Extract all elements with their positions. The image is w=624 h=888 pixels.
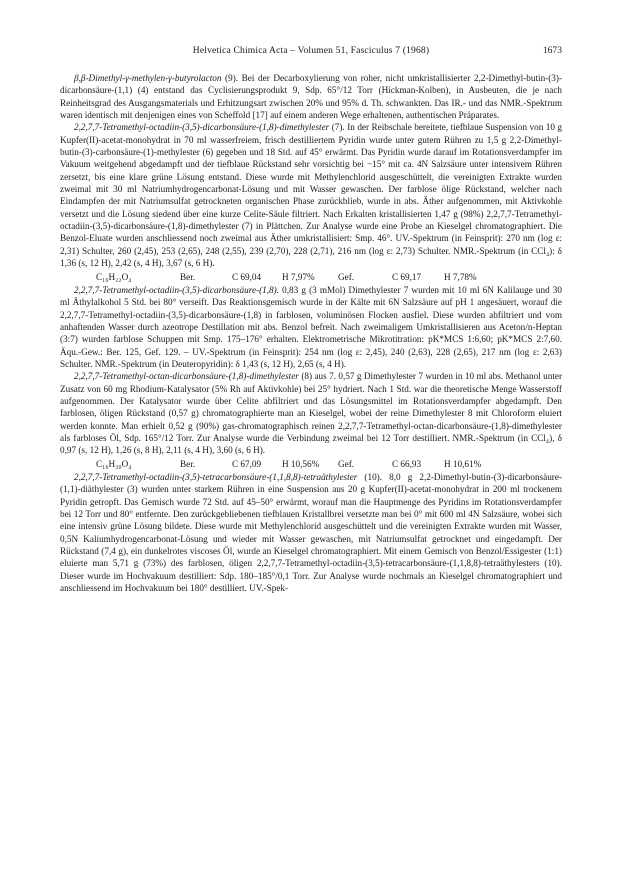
paragraph-text: 0,83 g (3 mMol) Dimethylester 7 wurden mit 10 ml 6N Kalilauge und 30 ml Äthylalkohol 5 Std. bei 80° verseift. Das Reaktionsgemisch wurde in der Kälte mit 6N Salzsäure auf pH 1 angesäuert, worauf die 2,2,7,7-Tetramethyl-octadiin-(3,5)-dicarbonsäure-(1,8) in farblosen, voluminösen Flocken ausfiel. Diese wurden abfiltriert und vom anhaftenden Wasser durch azeotrope Destillation mit abs. Benzol befreit. Nach zweimaligem Umkristallisieren aus Aceton/n-Heptan (3:7) wurden farblose Schuppen mit Smp. 175–176° erhalten. Elektrometrische Mikrotitration: pK*MCS 1:6,60; pK*MCS 2:7,60. Äqu.-Gew.: Ber. 125, Gef. 129. – UV.-Spektrum (in Feinsprit): 254 nm (log ε: 2,45), 240 (2,63), 228 (2,65), 217 nm (log ε: 2,63) Schulter. NMR.-Spektrum (in Deuteropyridin): δ 1,43 (s, 12 H), 2,65 (s, 4 H). xyxy=(60,284,562,369)
compound-title: 2,2,7,7-Tetramethyl-octan-dicarbonsäure-(1,8)-dimethylester xyxy=(74,371,299,382)
paragraph-text: 8,0 g 2,2-Dimethyl-butin-(3)-dicarbonsäure-(1,1)-diäthylester (3) wurden unter starkem Rühren in eine Suspension aus 20 g Kupfer(II)-acetat-monohydrat in 200 ml trockenem Pyridin getropft. Das Gemisch wurde 72 Std. auf 45–50° erwärmt, worauf man die Hauptmenge des Pyridins im Rotationsverdampfer bei 12 Torr und 80° entfernte. Den zurückgebliebenen tiefblauen Kristallbrei versetzte man bei 0° mit 600 ml 4N Salzsäure, wobei sich eine intensiv grüne Lösung bildete. Diese wurde mit Methylenchlorid ausgeschüttelt und die vereinigten Extrakte wurden mit Wasser, 0,5N Kaliumhydrogencarbonat-Lösung und wieder mit Wasser gewaschen, mit Natriumsulfat getrocknet und eingedampft. Der Rückstand (7,4 g), ein dunkelrotes viscoses Öl, wurde an Kieselgel chromatographiert. Mit einem Gemisch von Benzol/Essigester (1:1) eluierte man 5,71 g (73%) des farblosen, öligen 2,2,7,7-Tetramethyl-octadiin-(3,5)-tetracarbonsäure-(1,1,8,8)-tetraäthylesters (10). Dieser wurde im Hochvakuum destilliert: Sdp. 180–185°/0,1 Torr. Zur Analyse wurde nochmals an Kieselgel chromatographiert und anschliessend im Hochvakuum bei 180° destilliert. UV.-Spek- xyxy=(60,472,562,594)
hydrogen-found: H 10,61% xyxy=(444,458,482,469)
hydrogen-calc: H 10,56% xyxy=(282,458,320,469)
paragraph-dicarbonsaeure xyxy=(60,284,562,370)
compound-title: β,β-Dimethyl-γ-methylen-γ-butyrolacton xyxy=(74,73,222,83)
calc-label: Ber. xyxy=(180,271,196,282)
paragraph-tetraethylester-10 xyxy=(60,471,562,594)
hydrogen-calc: H 7,97% xyxy=(282,271,315,282)
paragraph-text: In der Reibschale bereitete, tiefblaue Suspension von 10 g Kupfer(II)-acetat-monohydrat in 70 ml wasserfreiem, frisch destilliertem Pyridin wurde unter gutem Rühren zu 1,5 g 2,2-Dimethyl-butin-(3)-carbonsäure-(1)-methylester (6) gegeben und 18 Std. auf 45° erwärmt. Das Pyridin wurde darauf im Rotationsverdampfer im Vakuum weitgehend abgedampft und der tiefblaue Rückstand sehr vorsichtig bei −15° mit ca. 4N Salzsäure unter intensivem Rühren zersetzt, bis eine klare grüne Lösung entstand. Diese wurde mit Methylenchlorid ausgeschüttelt, die vereinigten Extrakte wurden zweimal mit 30 ml Natriumhydrogencarbonat-Lösung und mit Wasser gewaschen. Der farblose ölige Rückstand, welcher nach Eindampfen der mit Natriumsulfat getrockneten organischen Phase zurückblieb, wurde in abs. Äther aufgenommen, mit Aktivkohle versetzt und die Lösung siedend über eine kurze Celite-Säule filtriert. Nach Erkalten kristallisierten 1,47 g (98%) 2,2,7,7-Tetramethyl-octadiin-(3,5)-dicarbonsäure-(1,8)-dimethylester (7) in Plättchen. Zur Analyse wurde eine Probe an Kieselgel chromatographiert. Die Benzol-Eluate wurden anschliessend noch zweimal aus Äther umkristallisiert: Smp. 46°. UV.-Spektrum (in Feinsprit): 270 nm (log ε: 2,31) Schulter, 260 (2,45), 253 (2,65), 248 (2,55), 239 (2,70), 228 (2,71), 216 nm (log ε: 2,73) Schulter. NMR.-Spektrum (in CCl₄): δ 1,36 (s, 12 H), 2,42 (s, 4 H), 3,67 (s, 6 H). xyxy=(60,122,563,269)
compound-ref: (7). xyxy=(331,122,345,133)
article-body xyxy=(60,72,562,594)
carbon-found: C 66,93 xyxy=(392,458,422,469)
paragraph-dimethylester-7 xyxy=(60,121,562,269)
paragraph-text: Bei der Decarboxylierung von roher, nicht umkristallisierter 2,2-Dimethyl-butin-(3)-dicarbonsäure-(1,1) (4) entstand das Cyclisierungsprodukt 9, Sdp. 65°/12 Torr (Hickman-Kolben), in Ausbeuten, die je nach Reinheitsgrad des Ausgangsmaterials und Erhitzungsart zwischen 20% und 95% d. Th. schwankten. Das IR.- und das NMR.-Spektrum waren identisch mit denjenigen eines von Scheffold [17] auf einem anderen Wege erhaltenen, authentischen Präparates. xyxy=(60,73,562,121)
formula-name: C₁₆H₂₂O₄ xyxy=(96,271,132,282)
paragraph-dimethylester-8 xyxy=(60,370,562,456)
compound-ref: (8) xyxy=(301,371,313,382)
carbon-found: C 69,17 xyxy=(392,271,422,282)
found-label: Gef. xyxy=(338,271,355,282)
running-header xyxy=(60,44,562,58)
hydrogen-found: H 7,78% xyxy=(444,271,477,282)
elemental-analysis-1 xyxy=(60,271,562,283)
formula-name: C₁₆H₃₀O₄ xyxy=(96,458,132,469)
paragraph-lactone xyxy=(60,72,562,121)
paragraph-text: aus 7. 0,57 g Dimethylester 7 wurden in 10 ml abs. Methanol unter Zusatz von 60 mg Rhodium-Katalysator (5% Rh auf Aktivkohle) bei 25° hydriert. Nach 1 Std. war die theoretische Menge Wasserstoff aufgenommen. Der Katalysator wurde über Celite abfiltriert und das Lösungsmittel im Rotationsverdampfer abgedampft. Den farblosen, öligen Rückstand (0,57 g) chromatographierte man an Kieselgel, wobei der reine Dimethylester 8 mit Chloroform eluiert werden konnte. Man erhielt 0,52 g (90%) gas-chromatographisch reinen 2,2,7,7-Tetramethyl-octan-dicarbonsäure-(1,8)-dimethylester als farbloses Öl, Sdp. 165°/12 Torr. Zur Analyse wurde die Verbindung zweimal bei 12 Torr destilliert. NMR.-Spektrum (in CCl₄), δ 0,97 (s, 12 H), 1,26 (s, 8 H), 2,11 (s, 4 H), 3,60 (s, 6 H). xyxy=(60,371,563,456)
compound-title: 2,2,7,7-Tetramethyl-octadiin-(3,5)-tetracarbonsäure-(1,1,8,8)-tetraäthylester xyxy=(74,472,358,482)
journal-title: Helvetica Chimica Acta – Volumen 51, Fasciculus 7 (1968) xyxy=(192,45,430,56)
carbon-calc: C 67,09 xyxy=(232,458,262,469)
calc-label: Ber. xyxy=(180,458,196,469)
found-label: Gef. xyxy=(338,458,355,469)
page-number: 1673 xyxy=(542,45,562,56)
compound-ref: (10). xyxy=(364,472,383,482)
compound-title: 2,2,7,7-Tetramethyl-octadiin-(3,5)-dicarbonsäure-(1,8). xyxy=(74,284,279,295)
compound-title: 2,2,7,7-Tetramethyl-octadiin-(3,5)-dicarbonsäure-(1,8)-dimethylester xyxy=(74,122,330,133)
compound-ref: (9). xyxy=(225,73,239,83)
elemental-analysis-2 xyxy=(60,458,562,470)
carbon-calc: C 69,04 xyxy=(232,271,262,282)
